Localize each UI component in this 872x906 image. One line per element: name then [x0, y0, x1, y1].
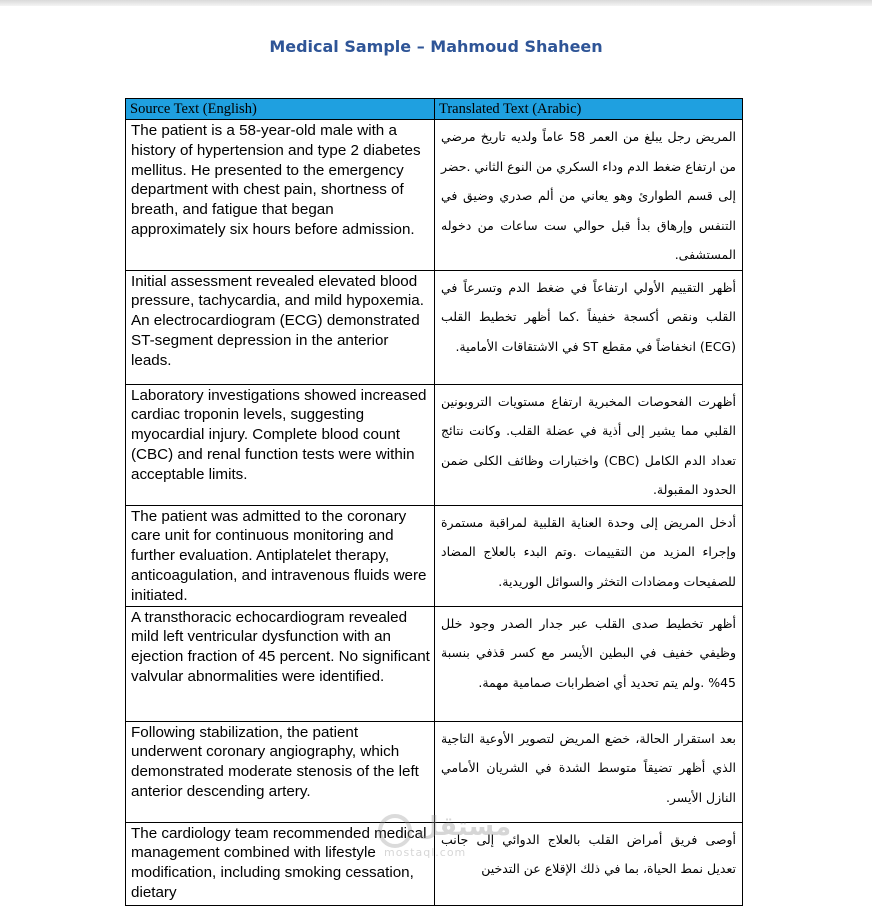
source-cell: The cardiology team recommended medical management combined with lifestyle modification, including smoking cessation, dietary — [126, 822, 435, 905]
watermark-text: مستقل — [416, 812, 512, 842]
source-cell: Initial assessment revealed elevated blood pressure, tachycardia, and mild hypoxemia. An electrocardiogram (ECG) demonstrated ST-segment depression in the anterior leads. — [126, 270, 435, 384]
table-row — [126, 721, 743, 822]
watermark-subtext: mostaql.com — [384, 846, 467, 859]
translation-cell: أدخل المريض إلى وحدة العناية القلبية لمراقبة مستمرة وإجراء المزيد من التقييمات .وتم البدء بالعلاج المضاد للصفيحات ومضادات التخثر والسوائل الوريدية. — [435, 505, 743, 606]
translation-cell: بعد استقرار الحالة، خضع المريض لتصوير الأوعية التاجية الذي أظهر تضيقاً متوسط الشدة في الشريان الأمامي النازل الأيسر. — [435, 721, 743, 822]
header-translated-text: Translated Text (Arabic) — [435, 99, 743, 120]
table-row — [126, 606, 743, 721]
source-cell: The patient was admitted to the coronary care unit for continuous monitoring and further evaluation. Antiplatelet therapy, anticoagulation, and intravenous fluids were initiated. — [126, 505, 435, 606]
table-row — [126, 270, 743, 384]
table-row — [126, 384, 743, 505]
source-cell: Following stabilization, the patient underwent coronary angiography, which demonstrated moderate stenosis of the left anterior descending artery. — [126, 721, 435, 822]
source-cell: Laboratory investigations showed increased cardiac troponin levels, suggesting myocardial injury. Complete blood count (CBC) and renal function tests were within acceptable limits. — [126, 384, 435, 505]
translation-table — [125, 98, 743, 906]
translation-cell: أظهر تخطيط صدى القلب عبر جدار الصدر وجود خلل وظيفي خفيف في البطين الأيسر مع كسر قذفي بنسبة 45% .ولم يتم تحديد أي اضطرابات صمامية مهمة. — [435, 606, 743, 721]
translation-cell: المريض رجل يبلغ من العمر 58 عاماً ولديه تاريخ مرضي من ارتفاع ضغط الدم وداء السكري من النوع الثاني .حضر إلى قسم الطوارئ وهو يعاني من ألم صدري وضيق في التنفس وإرهاق بدأ قبل حوالي ست ساعات من دخوله المستشفى. — [435, 120, 743, 271]
table-row — [126, 822, 743, 905]
header-source-text: Source Text (English) — [126, 99, 435, 120]
source-cell: A transthoracic echocardiogram revealed mild left ventricular dysfunction with an ejection fraction of 45 percent. No significant valvular abnormalities were identified. — [126, 606, 435, 721]
table-header-row — [126, 99, 743, 120]
translation-cell: أظهرت الفحوصات المخبرية ارتفاع مستويات التروبونين القلبي مما يشير إلى أذية في عضلة القلب. وكانت نتائج تعداد الدم الكامل (CBC) واختبارات وظائف الكلى ضمن الحدود المقبولة. — [435, 384, 743, 505]
page-top-edge — [0, 0, 872, 6]
table-row — [126, 120, 743, 271]
table-row — [126, 505, 743, 606]
translation-cell: أظهر التقييم الأولي ارتفاعاً في ضغط الدم وتسرعاً في القلب ونقص أكسجة خفيفاً .كما أظهر تخطيط القلب (ECG) انخفاضاً في مقطع ST في الاشتقاقات الأمامية. — [435, 270, 743, 384]
document-title: Medical Sample – Mahmoud Shaheen — [269, 37, 603, 56]
translation-cell: أوصى فريق أمراض القلب بالعلاج الدوائي إلى جانب تعديل نمط الحياة، بما في ذلك الإقلاع عن التدخين — [435, 822, 743, 905]
source-cell: The patient is a 58-year-old male with a history of hypertension and type 2 diabetes mellitus. He presented to the emergency department with chest pain, shortness of breath, and fatigue that began approximately six hours before admission. — [126, 120, 435, 271]
